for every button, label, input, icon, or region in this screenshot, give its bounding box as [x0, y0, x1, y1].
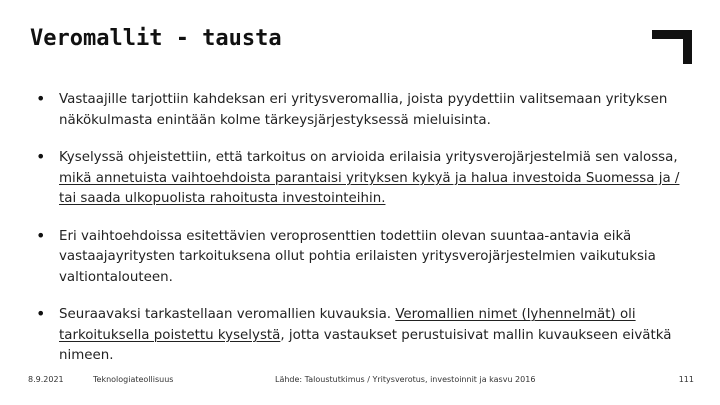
- bullet-text: Eri vaihtoehdoissa esitettävien veroprosenttien todettiin olevan suuntaa-antavia eikä vastaajayritysten tarkoituksena ollut pohtia erilaisten yritysverojärjestelmien vaikutuksia valtiontalouteen.: [59, 228, 656, 285]
- bullet-dot-icon: •: [36, 304, 46, 323]
- page-number: 111: [678, 375, 694, 384]
- bullet-item: [36, 90, 696, 131]
- slide-title: Veromallit - tausta: [30, 26, 282, 51]
- bullet-text: , jotta vastaukset perustuisivat mallin kuvaukseen eivätkä nimeen.: [59, 327, 672, 363]
- footer-source: Lähde: Taloustutkimus / Yritysverotus, investoinnit ja kasvu 2016: [275, 375, 536, 384]
- footer-date: 8.9.2021: [28, 375, 64, 384]
- bullet-list: [36, 90, 696, 367]
- bullet-text: Kyselyssä ohjeistettiin, että tarkoitus on arvioida erilaisia yritysverojärjestelmiä sen valossa,: [59, 150, 678, 165]
- footer-organization: Teknologiateollisuus: [93, 375, 174, 384]
- bullet-item: [36, 148, 696, 210]
- bullet-item: [36, 305, 696, 367]
- corner-bracket-logo-icon: [652, 30, 692, 64]
- bullet-text: Seuraavaksi tarkastellaan veromallien kuvauksia.: [59, 307, 396, 322]
- bullet-item: [36, 227, 696, 289]
- bullet-dot-icon: •: [36, 225, 46, 245]
- bullet-emphasis-text: Veromallien nimet (lyhennelmät) oli tarkoituksella poistettu kyselystä: [59, 307, 636, 343]
- bullet-dot-icon: •: [36, 89, 46, 108]
- bullet-text: Vastaajille tarjottiin kahdeksan eri yritysveromallia, joista pyydettiin valitsemaan yrityksen näkökulmasta enintään kolme tärkeysjärjestyksessä mieluisinta.: [59, 92, 668, 128]
- bullet-emphasis-text: mikä annetuista vaihtoehdoista parantaisi yrityksen kykyä ja halua investoida Suomessa ja / tai saada ulkopuolista rahoitusta investointeihin.: [59, 170, 680, 206]
- bullet-dot-icon: •: [36, 147, 46, 166]
